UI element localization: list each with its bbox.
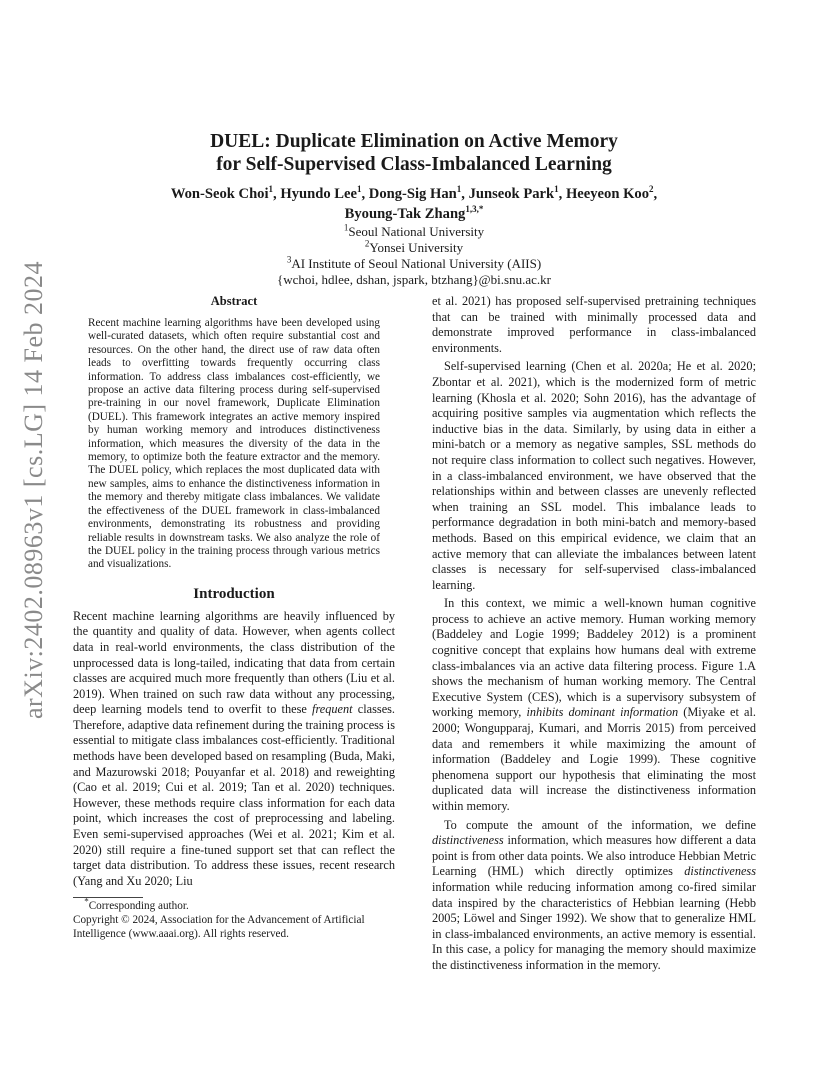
abstract-heading: Abstract [210, 294, 258, 308]
author-list: Won-Seok Choi$^1$, Hyundo Lee$^1$, Dong-Sig Han$^1$, Junseok Park$^1$, Heeyeon Koo$^2$, Byoung-Tak Zhang$^{1,3,*}$ [170, 184, 658, 222]
intro-paragraph-2: Self-supervised learning (Chen et al. 2020a; He et al. 2020; Zbontar et al. 2021), which is the modernized form of metric learning (Khosla et al. 2020; Sohn 2016), has the advantage of acquiring positive samples via augmentation which reflects the inductive bias in the data. Similarly, by using data in either a mini-batch or a memory as negative samples, SSL methods do not require class information to collect such negatives. However, in a class-imbalanced environment, we have observed that the relationships within and between classes are unevenly reflected when training an SSL model. This imbalance leads to performance degradation in both mini-batch and memory-based methods. Based on this empirical evidence, we claim that an active memory that can alleviate the imbalances between latent classes is necessary for self-supervised class-imbalanced learning. [432, 359, 756, 592]
author-name: Byoung-Tak Zhang [344, 206, 466, 222]
affiliation-2: $^2$Yonsei University [364, 238, 464, 255]
left-column [73, 294, 395, 941]
author-affiliation-mark: 1 [456, 184, 462, 195]
arxiv-identifier-sidebar [14, 260, 54, 720]
abstract-text: Recent machine learning algorithms have been developed using well-curated datasets, which often require substantial cost and resources. On the other hand, the direct use of raw data often leads to overfitting towards frequently occurring class information. To address class imbalances cost-efficiently, we propose an active data filtering process during self-supervised pre-training in our novel framework, Duplicate Elimination (DUEL). This framework integrates an active memory inspired by human working memory and introduces distinctiveness information, which measures the diversity of the data in the memory, to optimize both the feature extractor and the memory. The DUEL policy, which replaces the most duplicated data with new samples, aims to enhance the distinctiveness information in the memory and thereby mitigate class imbalances. We validate the effectiveness of the DUEL framework in class-imbalanced environments, demonstrating its robustness and providing reliable results in downstream tasks. We also analyze the role of the DUEL policy in the training process through various metrics and visualizations. [88, 317, 380, 571]
paper-header [70, 130, 758, 288]
intro-paragraph-1: Recent machine learning algorithms are heavily influenced by the quantity and quality of data. However, when agents collect data in real-world environments, the class distribution of the unprocessed data is long-tailed, indicating that data from certain classes are acquired much more frequently than others (Liu et al. 2019). When trained on such raw data without any processing, deep learning models tend to overfit to these frequent classes. Therefore, adaptive data refinement during the training process is essential to mitigate class imbalances cost-efficiently. Traditional methods have been developed based on resampling (Buda, Maki, and Mazurowski 2018; Pouyanfar et al. 2018) and reweighting (Cao et al. 2019; Cui et al. 2019; Tan et al. 2020) techniques. However, these methods require class information for each data point, which increases the cost of preprocessing and labeling. Even semi-supervised approaches (Wei et al. 2021; Kim et al. 2020) still require a fine-tuned support set that can reflect the target data distribution. To address these issues, recent research (Yang and Xu 2020; Liu [73, 608, 396, 888]
author-name: Won-Seok Choi [170, 186, 269, 202]
author-affiliation-mark: 1 [268, 184, 274, 195]
intro-paragraph-3: In this context, we mimic a well-known human cognitive process to achieve an active memory. Human working memory (Baddeley and Logie 1999; Baddeley 2012) is a prominent cognitive concept that explains how humans deal with extreme class-imbalances via an active data filtering process. Figure 1.A shows the mechanism of human working memory. The Central Executive System (CES), which is a supervisory subsystem of working memory, inhibits dominant information (Miyake et al. 2000; Wongupparaj, Kumari, and Morris 2015) from perceived data and remembers it while maximizing the amount of information (Baddeley and Logie 1999). These cognitive phenomena support our hypothesis that eliminating the most duplicated data will increase the distinctiveness information within memory. [432, 596, 756, 813]
author-name: Junseok Park [468, 186, 555, 202]
author-affiliation-mark: 1 [356, 184, 362, 195]
author-affiliation-mark: 1,3,* [465, 204, 484, 215]
author-name: Hyundo Lee [280, 186, 357, 202]
author-affiliation-mark: 2 [649, 184, 654, 195]
title-line-2: for Self-Supervised Class-Imbalanced Learning [216, 154, 612, 175]
author-emails: {wchoi, hdlee, dshan, jspark, btzhang}@bi.snu.ac.kr [277, 272, 551, 287]
author-name: Heeyeon Koo [565, 186, 650, 202]
intro-paragraph-4: To compute the amount of the information, we define distinctiveness information, which measures how different a data point is from other data points. We also introduce Hebbian Metric Learning (HML) which directly optimizes distinctiveness information while reducing information among co-fired similar data inspired by the characteristics of Hebbian learning (Hebb 2005; Löwel and Singer 1992). We show that to generalize HML in class-imbalanced environments, an active memory is essential. In this case, a policy for managing the memory should maximize the distinctiveness information in the memory. [432, 817, 756, 972]
paper-title [70, 130, 758, 176]
right-column [432, 294, 756, 974]
title-line-1: DUEL: Duplicate Elimination on Active Memory [210, 131, 618, 152]
author-affiliation-mark: 1 [554, 184, 559, 195]
affiliation-1: $^1$Seoul National University [343, 222, 485, 239]
arxiv-id-text: arXiv:2402.08963v1 [cs.LG] 14 Feb 2024 [19, 260, 48, 720]
copyright-notice: Copyright © 2024, Association for the Advancement of Artificial Intelligence (www.aaai.org). All rights reserved. [73, 914, 365, 940]
affiliation-3: $^3$AI Institute of Seoul National University (AIIS) [286, 254, 542, 271]
author-name: Dong-Sig Han [368, 186, 457, 202]
introduction-heading: Introduction [193, 585, 275, 602]
corresponding-author-footnote: *Corresponding author. [84, 896, 189, 913]
intro-paragraph-1-continued: et al. 2021) has proposed self-supervised pretraining techniques that can be trained with minimally processed data and demonstrate improved performance in class-imbalanced environments. [432, 294, 756, 355]
